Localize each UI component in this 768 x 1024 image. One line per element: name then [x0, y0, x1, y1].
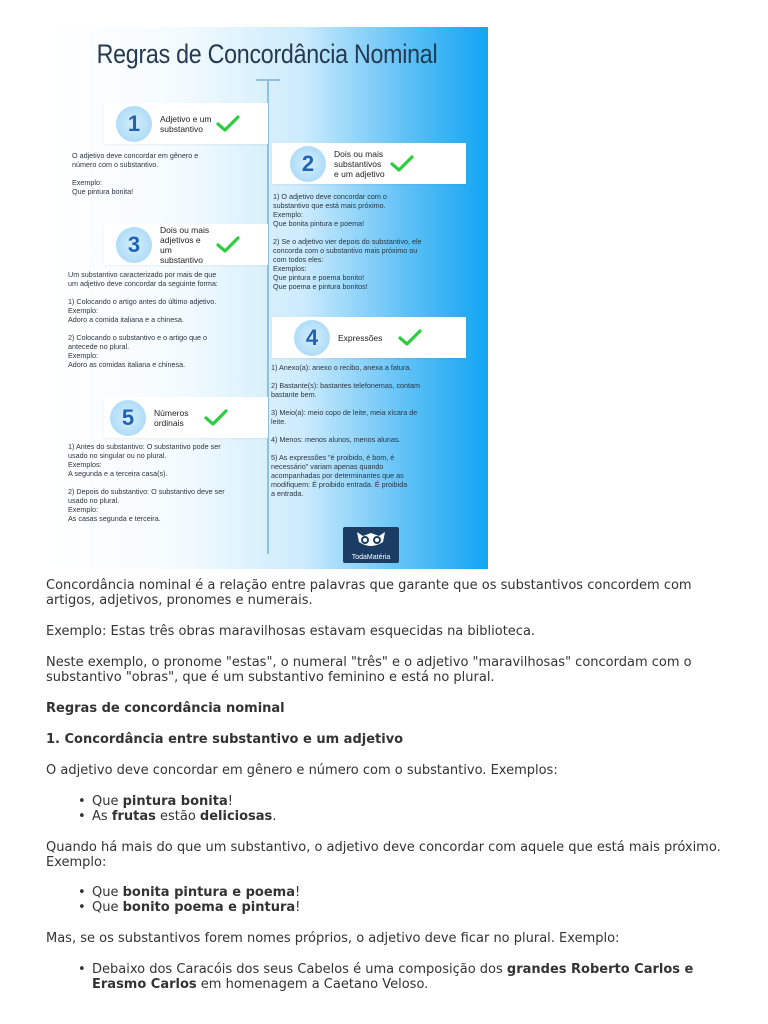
- logo-text: TodaMatéria: [351, 554, 391, 561]
- check-icon: [216, 236, 240, 254]
- rule-number: 2: [290, 146, 326, 182]
- rule-1-text: O adjetivo deve concordar em gênero e número com o substantivo. Exemplo: Que pintura bonita!: [72, 151, 199, 196]
- infographic: [46, 27, 488, 569]
- owl-icon: [355, 530, 387, 550]
- example-paragraph: Exemplo: Estas três obras maravilhosas estavam esquecidas na biblioteca.: [46, 624, 536, 639]
- rule-number: 4: [294, 320, 330, 356]
- rule-4-box: [272, 317, 466, 358]
- example-list: [78, 962, 718, 992]
- rule-label: Dois ou mais adjetivos e um substantivo: [160, 224, 210, 265]
- rule-2-box: [272, 143, 466, 184]
- check-icon: [216, 115, 240, 133]
- rule-1-box: [104, 103, 268, 144]
- list-item: • Debaixo dos Caracóis dos seus Cabelos é uma composição dos grandes Roberto Carlos e Erasmo Carlos em homenagem a Caetano Veloso.: [78, 962, 718, 992]
- rule-3-text: Um substantivo caracterizado por mais de que um adjetivo deve concordar da seguinte forma: 1) Colocando o artigo antes do último adjetivo. Exemplo: Adoro a comida italiana e a chinesa. 2) Colocando o substantivo e o artigo que o antecede no plural. Exemplo: Adoro as comidas italiana e chinesa.: [68, 270, 218, 369]
- rule-1-paragraph: O adjetivo deve concordar em gênero e número com o substantivo. Exemplos:: [46, 763, 558, 778]
- rule-label: Adjetivo e um substantivo: [160, 113, 212, 134]
- explanation-paragraph: Neste exemplo, o pronome "estas", o numeral "três" e o adjetivo "maravilhosas" concordam com o substantivo "obras", que é um substantivo feminino e está no plural.: [46, 655, 692, 685]
- intro-paragraph: Concordância nominal é a relação entre palavras que garante que os substantivos concordem com artigos, adjetivos, pronomes e numerais.: [46, 578, 692, 608]
- todamateria-logo: [343, 527, 399, 563]
- example-list: [78, 885, 718, 915]
- rule-4-text: 1) Anexo(a): anexo o recibo, anexa a fatura. 2) Bastante(s): bastantes telefonemas, contam bastante bem. 3) Meio(a): meio copo de leite, meia xícara de leite. 4) Menos: menos alunos, menos alunas. 5) As expressões "é proibido, é bom, é necessário" variam apenas quando acompanhadas por determinantes que as modifiquem: É proibido entrada. É proibida a entrada.: [271, 363, 421, 498]
- example-list: [78, 794, 718, 824]
- rule-label: Dois ou mais substantivos e um adjetivo: [334, 148, 385, 179]
- rule-label: Expressões: [338, 332, 383, 343]
- rule-5-text: 1) Antes do substantivo: O substantivo pode ser usado no singular ou no plural. Exemplos: A segunda e a terceira casa(s). 2) Depois do substantivo: O substantivo deve ser usado no plural. Exemplo: As casas segunda e terceira.: [68, 442, 225, 523]
- rule-3-box: [104, 224, 268, 265]
- rule-2-text: 1) O adjetivo deve concordar com o substantivo que está mais próximo. Exemplo: Que bonita pintura e poema! 2) Se o adjetivo vier depois do substantivo, ele concorda com o substantivo mais próximo ou com todos eles: Exemplos: Que pintura e poema bonito! Que poema e pintura bonitos!: [273, 192, 422, 291]
- check-icon: [398, 329, 422, 347]
- section-heading: Regras de concordância nominal: [46, 701, 285, 716]
- proper-names-paragraph: Mas, se os substantivos forem nomes próprios, o adjetivo deve ficar no plural. Exemplo:: [46, 931, 620, 946]
- rule-number: 5: [110, 400, 146, 436]
- rule-label: Números ordinais: [154, 407, 189, 428]
- rule-5-box: [104, 397, 268, 438]
- infographic-title: Regras de Concordância Nominal: [96, 39, 438, 69]
- list-item: • Que bonita pintura e poema!: [78, 885, 718, 900]
- rule-number: 3: [116, 227, 152, 263]
- list-item: • Que bonito poema e pintura!: [78, 900, 718, 915]
- list-item: • Que pintura bonita!: [78, 794, 718, 809]
- rule-number: 1: [116, 106, 152, 142]
- list-item: • As frutas estão deliciosas.: [78, 809, 718, 824]
- rule-more-paragraph: Quando há mais do que um substantivo, o adjetivo deve concordar com aquele que está mais próximo. Exemplo:: [46, 840, 721, 870]
- check-icon: [204, 409, 228, 427]
- check-icon: [390, 155, 414, 173]
- rule-1-heading: 1. Concordância entre substantivo e um adjetivo: [46, 732, 404, 747]
